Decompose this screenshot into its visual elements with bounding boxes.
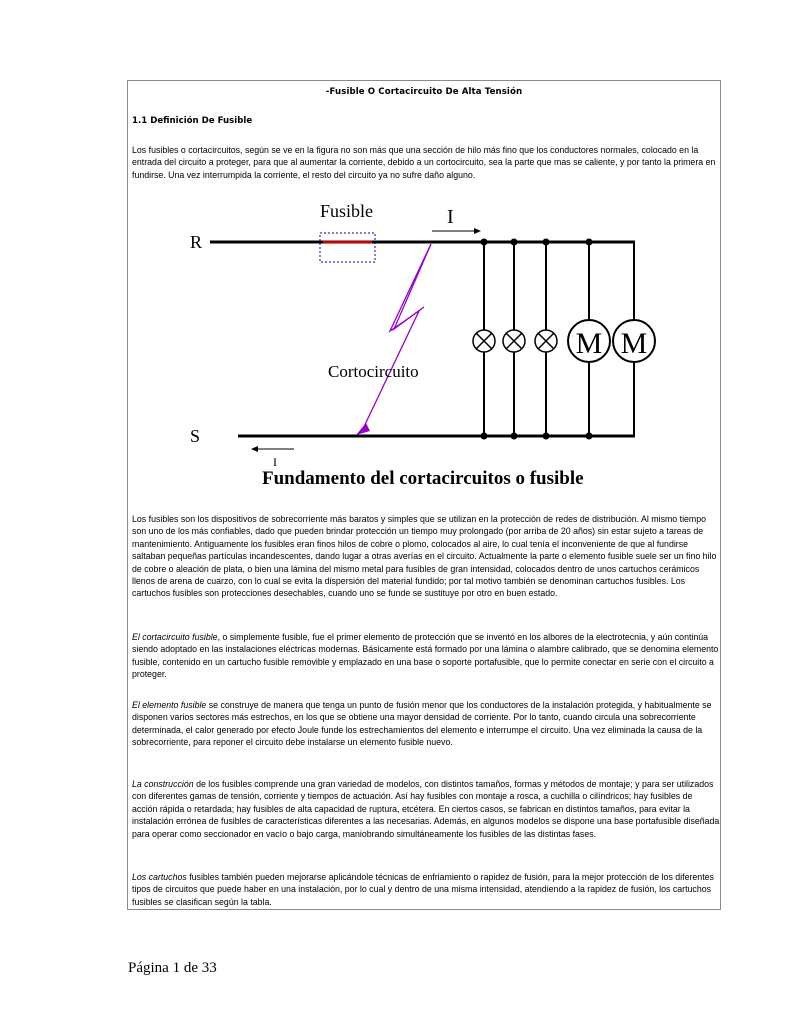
paragraph-3-text: , o simplemente fusible, fue el primer elemento de protección que se inventó en los albores de la electrotecnia, y aún continúa siendo adoptado en las instalaciones eléctricas modernas. Básicamente está formado por una lámina o alambre calibrado, que se denomina elemento fusible, contenido en un cartucho fusible removible y emplazado en una base o soporte portafusible, que lo permite conectar en serie con el circuito a proteger. bbox=[132, 632, 719, 680]
paragraph-5-text: de los fusibles comprende una gran variedad de modelos, con distintos tamaños, formas y métodos de montaje; y para ser utilizados con diferentes gamas de tensión, corriente y tiempos de actuación. Así hay fusibles con montaje a rosca, a cuchilla o cilíndricos; hay fusibles de acción rápida o retardada; hay fusibles de alta capacidad de ruptura, etcétera. En ciertos casos, se fabrican en distintos tamaños, para evitar la instalación errónea de fusibles de características diferentes a las necesarias. Además, en algunos modelos se dispone una base portafusible diseñada para operar como seccionador en vacío o bajo carga, maniobrando simultáneamente los fusibles de las distintas fases. bbox=[132, 779, 720, 839]
paragraph-6 bbox=[132, 871, 720, 908]
paragraph-5 bbox=[132, 778, 720, 840]
paragraph-6-text: fusibles también pueden mejorarse aplicándole técnicas de enfriamiento o rapidez de fusión, para la mejor protección de los diferentes tipos de circuitos que puede haber en una instalación, por lo cual y dentro de una misma intensidad, atendiendo a la rapidez de fusión, los cartuchos fusibles se clasifican según la tabla. bbox=[132, 872, 714, 907]
current-arrowhead-bottom bbox=[251, 446, 258, 452]
fusible-label: Fusible bbox=[320, 201, 374, 221]
short-circuit-bolt bbox=[361, 244, 431, 433]
document-frame bbox=[127, 80, 721, 910]
paragraph-3 bbox=[132, 631, 720, 681]
current-label-top: I bbox=[447, 206, 454, 228]
paragraph-2: Los fusibles son los dispositivos de sobrecorriente más baratos y simples que se utilizan en la protección de redes de distribución. Al mismo tiempo son uno de los más confiables, dado que pueden brindar protección un tiempo muy prolongado (por arriba de 20 años) sin estar sujeto a tareas de mantenimiento. Antiguamente los fusibles eran finos hilos de cobre o plomo, colocados al aire, lo cual tenía el inconveniente de que al fundirse saltaban pequeñas partículas incandescentes, dando lugar a otras averías en el circuito. Actualmente la parte o elemento fusible suele ser un fino hilo de cobre o aleación de plata, o bien una lámina del mismo metal para fusibles de gran intensidad, colocados dentro de unos cartuchos cerámicos llenos de arena de cuarzo, con lo cual se evita la dispersión del material fundido; por tal motivo también se denominan cartuchos fusibles. Los cartuchos fusibles son protecciones desechables, cuando uno se funde se sustituye por otro en buen estado. bbox=[132, 514, 717, 599]
motor-1-label: M bbox=[575, 327, 603, 360]
paragraph-3-emphasis: El cortacircuito fusible bbox=[132, 632, 218, 642]
motor-2-label: M bbox=[620, 327, 648, 360]
document-title: -Fusible O Cortacircuito De Alta Tensión bbox=[325, 87, 523, 97]
lamp-2 bbox=[503, 330, 525, 352]
phase-s-label: S bbox=[190, 426, 201, 446]
fuse-circuit-diagram bbox=[128, 191, 720, 491]
paragraph-5-emphasis: La construcción bbox=[132, 779, 194, 789]
section-heading: 1.1 Definición De Fusible bbox=[132, 116, 253, 126]
paragraph-6-emphasis: Los cartuchos bbox=[132, 872, 187, 882]
fuse-holder bbox=[320, 233, 375, 262]
page-number: Página 1 de 33 bbox=[128, 960, 217, 976]
lamp-3 bbox=[535, 330, 557, 352]
motor-2 bbox=[613, 320, 655, 362]
phase-r-label: R bbox=[190, 232, 203, 252]
lamp-1 bbox=[473, 330, 495, 352]
current-label-bottom: I bbox=[273, 455, 277, 469]
paragraph-4-emphasis: El elemento fusible bbox=[132, 700, 207, 710]
paragraph-4-text: se construye de manera que tenga un punto de fusión menor que los conductores de la instalación protegida, y habitualmente se disponen varios sectores más estrechos, en los que se obtiene una mayor densidad de corriente. Por lo tanto, cuando circula una sobrecorriente determinada, el calor generado por efecto Joule funde los estrechamientos del elemento e interrumpe el circuito. Una vez eliminada la causa de la sobrecorriente, para reponer el circuito debe instalarse un elemento fusible nuevo. bbox=[132, 700, 712, 748]
cortocircuito-label: Cortocircuito bbox=[328, 362, 419, 381]
current-arrowhead-top bbox=[474, 228, 481, 234]
short-circuit-arrowhead bbox=[356, 423, 370, 435]
figure-caption: Fundamento del cortacircuitos o fusible bbox=[262, 468, 584, 489]
intro-paragraph: Los fusibles o cortacircuitos, según se ve en la figura no son más que una sección de hilo más fino que los conductores normales, colocado en la entrada del circuito a proteger, para que al aumentar la corriente, debido a un cortocircuito, sea la parte que mas se caliente, y por tanto la primera en fundirse. Una vez interrumpida la corriente, el resto del circuito ya no sufre daño alguno. bbox=[132, 145, 716, 180]
paragraph-4 bbox=[132, 699, 720, 749]
motor-1 bbox=[568, 320, 610, 362]
